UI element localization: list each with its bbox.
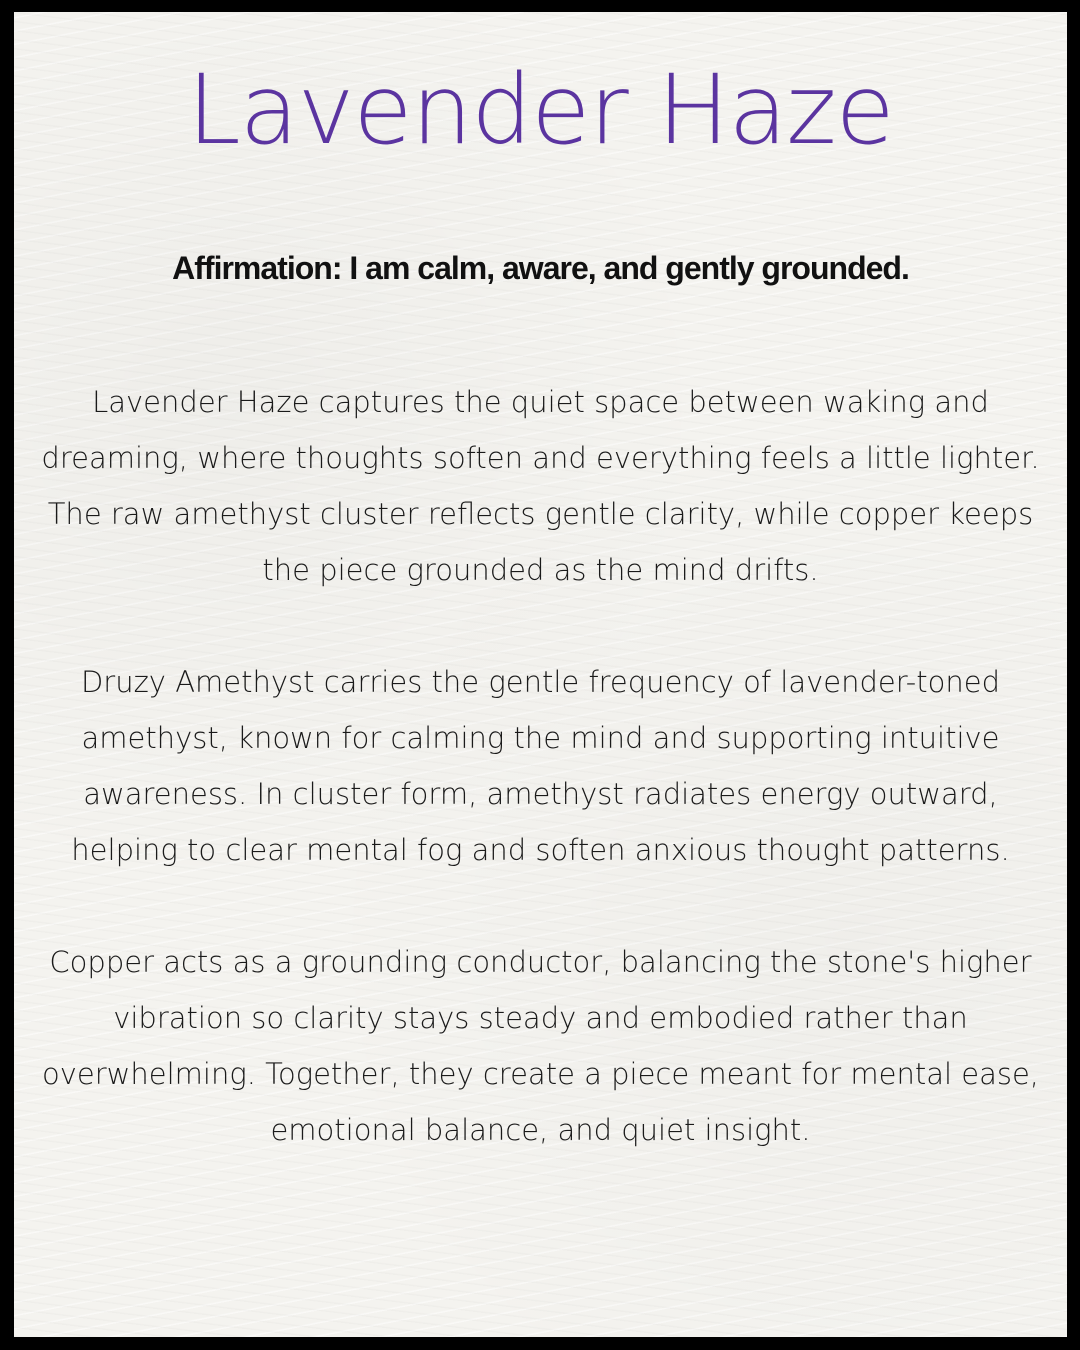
description-paragraph-intro: Lavender Haze captures the quiet space between waking and dreaming, where thoughts soften and everything feels a little lighter. The raw amethyst cluster reflects gentle clarity, while copper keeps the piece grounded as the mind drifts. <box>41 385 1040 587</box>
page-title: Lavender Haze <box>187 54 894 166</box>
paper-card <box>14 12 1067 1337</box>
affirmation-text: Affirmation: I am calm, aware, and gently grounded. <box>172 250 909 286</box>
description-paragraph-copper: Copper acts as a grounding conductor, balancing the stone's higher vibration so clarity stays steady and embodied rather than overwhelming. Together, they create a piece meant for mental ease, emotional balance, and quiet insight. <box>41 945 1040 1147</box>
frame-edge <box>1067 12 1080 1350</box>
description-paragraph-amethyst: Druzy Amethyst carries the gentle frequency of lavender-toned amethyst, known for calming the mind and supporting intuitive awareness. In cluster form, amethyst radiates energy outward, helping to clear mental fog and soften anxious thought patterns. <box>71 665 1010 867</box>
